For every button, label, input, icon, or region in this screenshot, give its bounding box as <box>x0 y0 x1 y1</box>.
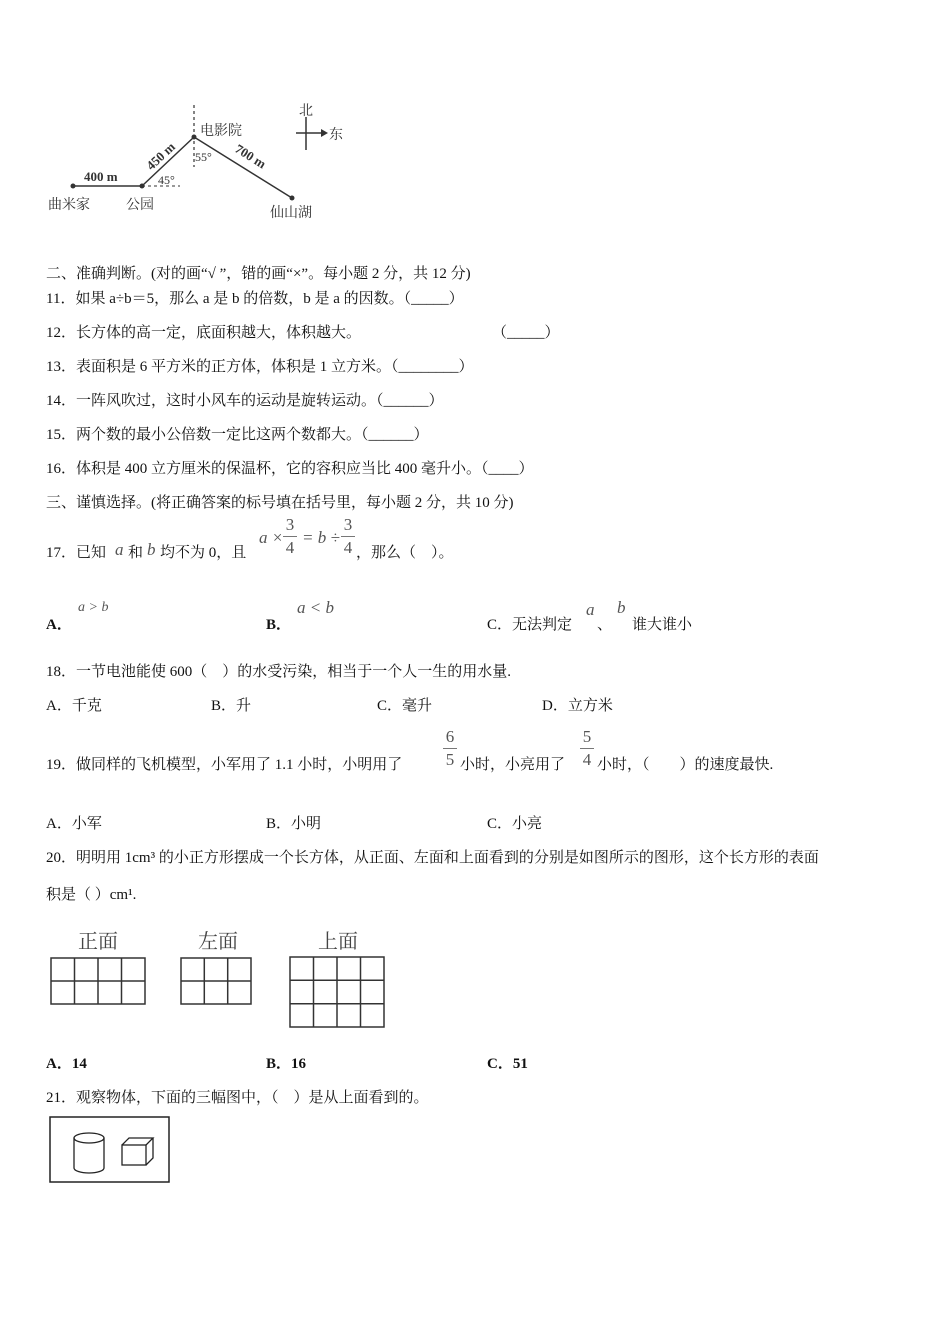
fraction-bar <box>341 536 355 537</box>
angle-cinema: 55° <box>195 150 212 164</box>
q13: 13．表面积是 6 平方米的正方体，体积是 1 立方米。（________） <box>46 359 474 375</box>
front-view-grid <box>50 957 146 1005</box>
q17-opt-c-b: b <box>617 598 626 617</box>
q16: 16．体积是 400 立方厘米的保温杯，它的容积应当比 400 毫升小。（____） <box>46 461 534 477</box>
lake-point <box>290 196 295 201</box>
q17-opt-c-a: a <box>586 600 595 619</box>
q19-part1: 19．做同样的飞机模型，小军用了 1.1 小时，小明用了 <box>46 757 403 773</box>
q17-opt-a-math: a > b <box>78 600 109 615</box>
cinema-point <box>192 135 197 140</box>
q19-frac1 <box>443 727 457 770</box>
q17-opt-c-sep: 、 <box>597 617 613 633</box>
q17-var-a: a <box>115 540 124 559</box>
label-front-view: 正面 <box>78 931 118 953</box>
section3-heading: 三、谨慎选择。(将正确答案的标号填在括号里，每小题 2 分，共 10 分) <box>46 495 514 511</box>
q18-opt-c: C．毫升 <box>377 698 433 714</box>
fraction-bar <box>443 748 457 749</box>
q19-opt-c: C．小亮 <box>487 816 543 832</box>
q17-opt-c-label: C．无法判定 <box>487 617 573 633</box>
q17-frac1-den: 4 <box>285 538 295 557</box>
home-label: 曲米家 <box>48 198 90 213</box>
q17-frac2 <box>341 515 355 558</box>
q17-frac1 <box>283 515 297 558</box>
q17-suffix: ，那么（ ）。 <box>356 545 454 561</box>
q11: 11．如果 a÷b＝5，那么 a 是 b 的倍数，b 是 a 的因数。（_____） <box>46 291 464 307</box>
q19-opt-a: A．小军 <box>46 816 102 832</box>
q17-mid: 均不为 0，且 <box>160 545 247 561</box>
q15: 15．两个数的最小公倍数一定比这两个数都大。（______） <box>46 427 429 443</box>
distance-home-park: 400 m <box>84 169 118 184</box>
cinema-label: 电影院 <box>200 124 242 139</box>
q17-opt-a-label: A． <box>46 617 72 633</box>
q20-opt-c: C．51 <box>487 1056 528 1072</box>
home-point <box>71 184 76 189</box>
q19-frac1-num: 6 <box>445 727 455 746</box>
q17-var-b: b <box>147 540 156 559</box>
q18-opt-a: A．千克 <box>46 698 102 714</box>
q17-frac2-den: 4 <box>343 538 353 557</box>
q17-frac1-num: 3 <box>285 515 295 534</box>
fraction-bar <box>580 748 594 749</box>
q17-opt-b-math: a < b <box>297 598 334 617</box>
q17-frac2-num: 3 <box>343 515 353 534</box>
east-label: 东 <box>329 128 343 143</box>
q12-blank: （_____） <box>492 325 560 341</box>
q18-opt-b: B．升 <box>211 698 252 714</box>
q19-part3: 小时，（ ）的速度最快. <box>597 757 774 773</box>
q20-line2: 积是（ ）cm¹. <box>46 887 137 903</box>
park-label: 公园 <box>126 198 154 213</box>
q14: 14．一阵风吹过，这时小风车的运动是旋转运动。（______） <box>46 393 444 409</box>
cylinder-icon <box>74 1133 104 1173</box>
distance-park-cinema: 450 m <box>143 139 179 173</box>
park-point <box>140 184 145 189</box>
fraction-bar <box>283 536 297 537</box>
q18-opt-d: D．立方米 <box>542 698 613 714</box>
q17-prefix: 17．已知 <box>46 545 107 561</box>
q20-line1: 20．明明用 1cm³ 的小正方形摆成一个长方体，从正面、左面和上面看到的分别是如图所示的图形，这个长方形的表面 <box>46 850 819 866</box>
q17-expr-mid: = b ÷ <box>302 528 340 547</box>
distance-cinema-lake: 700 m <box>232 140 269 172</box>
q17-expr-left: a × <box>259 528 284 547</box>
q19-frac2 <box>580 727 594 770</box>
angle-park: 45° <box>158 173 175 187</box>
lake-label: 仙山湖 <box>270 206 312 221</box>
label-left-view: 左面 <box>198 931 238 953</box>
east-arrowhead-icon <box>321 129 328 137</box>
q19-frac2-den: 4 <box>582 750 592 769</box>
q19-frac2-num: 5 <box>582 727 592 746</box>
q20-opt-a: A．14 <box>46 1056 87 1072</box>
q12: 12．长方体的高一定，底面积越大，体积越大。 <box>46 325 362 341</box>
q19-frac1-den: 5 <box>445 750 455 769</box>
q18-text: 18．一节电池能使 600（ ）的水受污染，相当于一个人一生的用水量. <box>46 664 512 680</box>
objects-figure <box>49 1116 171 1184</box>
q19-opt-b: B．小明 <box>266 816 322 832</box>
top-view-grid <box>289 956 385 1028</box>
label-top-view: 上面 <box>318 931 358 953</box>
q17-and: 和 <box>128 545 144 561</box>
q19-part2: 小时，小亮用了 <box>460 757 566 773</box>
q21-text: 21．观察物体，下面的三幅图中，（ ）是从上面看到的。 <box>46 1090 429 1106</box>
north-label: 北 <box>299 104 313 119</box>
cube-icon <box>122 1138 153 1165</box>
q20-opt-b: B．16 <box>266 1056 307 1072</box>
section2-heading: 二、准确判断。(对的画“√ ”，错的画“×”。每小题 2 分，共 12 分) <box>46 266 471 282</box>
left-view-grid <box>180 957 252 1005</box>
q17-opt-c-tail: 谁大谁小 <box>632 617 693 633</box>
q17-opt-b-label: B． <box>266 617 292 633</box>
map-diagram <box>40 95 360 230</box>
